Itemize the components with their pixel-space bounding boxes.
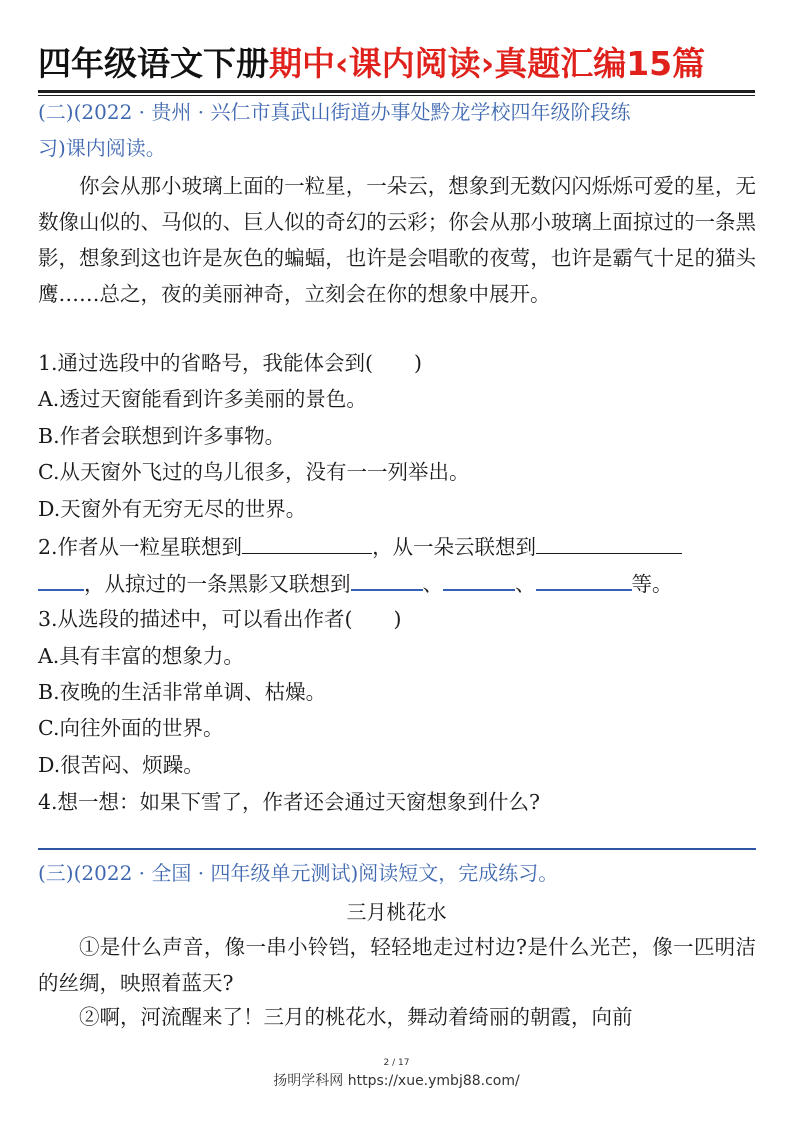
q1-option-a: A.透过天窗能看到许多美丽的景色。 — [38, 387, 367, 411]
q3-option-c: C.向往外面的世界。 — [38, 716, 224, 740]
title-black-part: 四年级语文下册 — [38, 44, 269, 83]
q2-blank-2a[interactable] — [536, 531, 682, 554]
q2-part2: ，从一朵云联想到 — [372, 535, 537, 559]
q1-option-d: D.天窗外有无穷无尽的世界。 — [38, 497, 307, 521]
q2-line2 — [38, 566, 756, 602]
q2-part4: 等。 — [631, 572, 673, 596]
q2-blank-4[interactable] — [443, 567, 515, 591]
page-number: 2 / 17 — [383, 1058, 410, 1068]
q2-blank-3[interactable] — [351, 567, 423, 591]
q2-line1 — [38, 529, 756, 565]
q1-option-b: B.作者会联想到许多事物。 — [38, 424, 286, 448]
q2-part1: 2.作者从一粒星联想到 — [38, 535, 243, 559]
article-paragraph-2: ②啊，河流醒来了！三月的桃花水，舞动着绮丽的朝霞，向前 — [79, 1005, 633, 1029]
q3-option-b: B.夜晚的生活非常单调、枯燥。 — [38, 680, 327, 704]
q2-sep2: 、 — [515, 572, 536, 596]
footer-site: 扬明学科网 https://xue.ymbj88.com/ — [273, 1073, 520, 1089]
q3-option-d: D.很苦闷、烦躁。 — [38, 753, 204, 777]
article-paragraph-1: ①是什么声音，像一串小铃铛，轻轻地走过村边?是什么光芒，像一匹明洁的丝绸，映照着蓝天? — [38, 935, 756, 995]
q3-stem: 3.从选段的描述中，可以看出作者( ) — [38, 607, 402, 631]
title-rule-thick — [38, 90, 755, 93]
article-title: 三月桃花水 — [346, 900, 447, 924]
q2-part3: ，从掠过的一条黑影又联想到 — [84, 572, 351, 596]
q2-blank-1[interactable] — [242, 531, 372, 554]
title-red-part: 期中‹课内阅读›真题汇编15篇 — [269, 44, 706, 83]
q2-sep1: 、 — [422, 572, 443, 596]
q1-option-c: C.从天窗外飞过的鸟儿很多，没有一一列举出。 — [38, 460, 470, 484]
q4-question: 4.想一想：如果下雪了，作者还会通过天窗想象到什么? — [38, 790, 541, 814]
section3-heading: (三)(2022 · 全国 · 四年级单元测试)阅读短文，完成练习。 — [38, 861, 559, 885]
q3-option-a: A.具有丰富的想象力。 — [38, 644, 244, 668]
section2-heading-line2: 习)课内阅读。 — [38, 136, 166, 160]
q2-blank-5[interactable] — [536, 567, 632, 591]
section2-passage: 你会从那小玻璃上面的一粒星，一朵云，想象到无数闪闪烁烁可爱的星，无数像山似的、马似的、巨人似的奇幻的云彩；你会从那小玻璃上面掠过的一条黑影，想象到这也许是灰色的蝙蝠，也许是会唱歌的夜莺，也许是霸气十足的猫头鹰……总之，夜的美丽神奇，立刻会在你的想象中展开。 — [38, 174, 756, 306]
section2-heading-line1: (二)(2022 · 贵州 · 兴仁市真武山街道办事处黔龙学校四年级阶段练 — [38, 100, 631, 124]
q2-blank-2b[interactable] — [38, 567, 84, 591]
section-divider — [38, 848, 756, 850]
page-title — [38, 38, 758, 90]
q1-stem: 1.通过选段中的省略号，我能体会到( ) — [38, 351, 423, 375]
